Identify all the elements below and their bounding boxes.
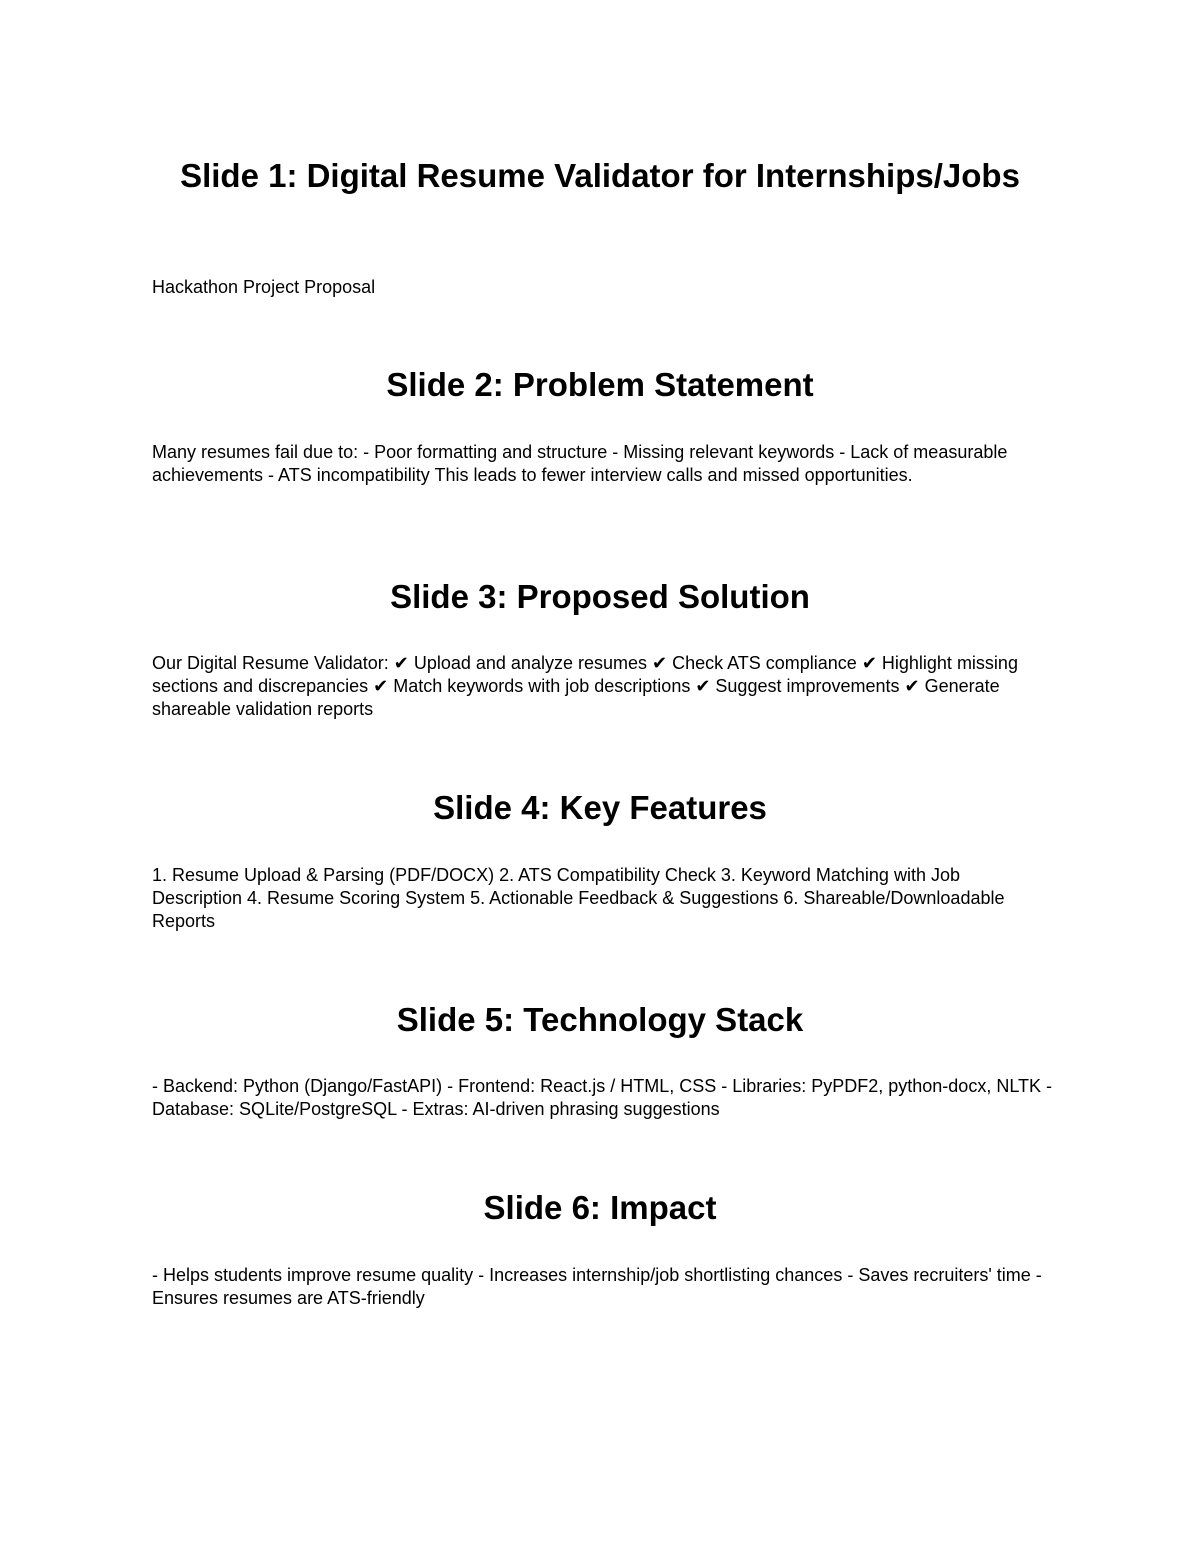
slide-4-body: 1. Resume Upload & Parsing (PDF/DOCX) 2. ATS Compatibility Check 3. Keyword Matching with Job Description 4. Resume Scoring System 5. Actionable Feedback & Suggestions 6. Shareable/Downloadable Reports bbox=[152, 865, 1005, 931]
slide-3-body: Our Digital Resume Validator: ✔ Upload and analyze resumes ✔ Check ATS compliance ✔ Highlight missing sections and discrepancies ✔ Match keywords with job descriptions ✔ Suggest improvements ✔ Generate shareable validation reports bbox=[152, 653, 1018, 719]
slide-4-title: Slide 4: Key Features bbox=[433, 789, 767, 826]
slide-1-title: Slide 1: Digital Resume Validator for Internships/Jobs bbox=[180, 157, 1020, 194]
slide-2-body: Many resumes fail due to: - Poor formatting and structure - Missing relevant keywords - Lack of measurable achievements - ATS incompatibility This leads to fewer interview calls and missed opportunities. bbox=[152, 442, 1008, 485]
slide-2-title: Slide 2: Problem Statement bbox=[386, 366, 814, 403]
slide-5-title: Slide 5: Technology Stack bbox=[396, 1001, 804, 1038]
slide-1-body: Hackathon Project Proposal bbox=[152, 277, 376, 297]
slide-6-title: Slide 6: Impact bbox=[483, 1189, 717, 1226]
slide-5-body: - Backend: Python (Django/FastAPI) - Frontend: React.js / HTML, CSS - Libraries: PyPDF2, python-docx, NLTK - Database: SQLite/PostgreSQL - Extras: AI-driven phrasing suggestions bbox=[152, 1076, 1052, 1119]
slide-3-title: Slide 3: Proposed Solution bbox=[390, 578, 810, 615]
slide-6-body: - Helps students improve resume quality - Increases internship/job shortlisting chances - Saves recruiters' time - Ensures resumes are ATS-friendly bbox=[152, 1265, 1042, 1308]
